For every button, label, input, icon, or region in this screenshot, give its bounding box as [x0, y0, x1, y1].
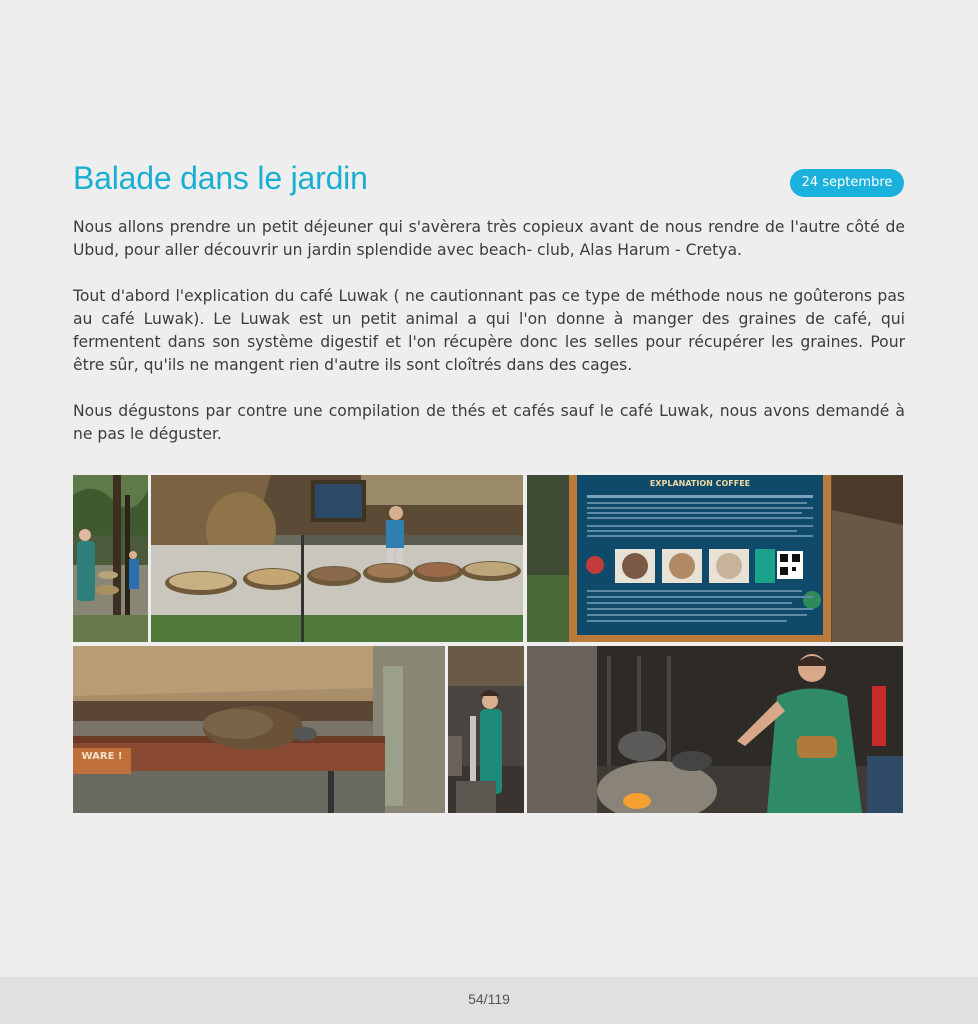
- photo-luwak-cage[interactable]: [73, 646, 445, 813]
- sign-title: EXPLANATION COFFEE: [649, 479, 751, 488]
- photo-coffee-drying-trays[interactable]: [151, 475, 523, 642]
- date-badge: 24 septembre: [790, 169, 904, 197]
- cage-sign: WARE !: [81, 751, 123, 762]
- photo-grinding-coffee[interactable]: [448, 646, 524, 813]
- paragraph-1: Nous allons prendre un petit déjeuner qui s'avèrera très copieux avant de nous rendre de l'autre côté de Ubud, pour aller découvrir un jardin splendide avec beach- club, Alas Harum - Cretya.: [73, 218, 905, 259]
- article-body: [73, 216, 905, 469]
- page-counter: 54/119: [0, 977, 978, 1024]
- photo-garden-path[interactable]: [73, 475, 148, 642]
- page-title: Balade dans le jardin: [73, 160, 368, 196]
- paragraph-3: Nous dégustons par contre une compilation de thés et cafés sauf le café Luwak, nous avons demandé à ne pas le déguster.: [73, 402, 905, 443]
- paragraph-2: Tout d'abord l'explication du café Luwak ( ne cautionnant pas ce type de méthode nous ne goûterons pas au café Luwak). Le Luwak est un petit animal a qui l'on donne à manger des graines de café, qui fermentent dans son système digestif et l'on récupère donc les selles pour récupérer les graines. Pour être sûr, qu'ils ne mangent rien d'autre ils sont cloîtrés dans des cages.: [73, 287, 905, 374]
- photo-explanation-sign[interactable]: [527, 475, 903, 642]
- photo-roasting-coffee[interactable]: [527, 646, 903, 813]
